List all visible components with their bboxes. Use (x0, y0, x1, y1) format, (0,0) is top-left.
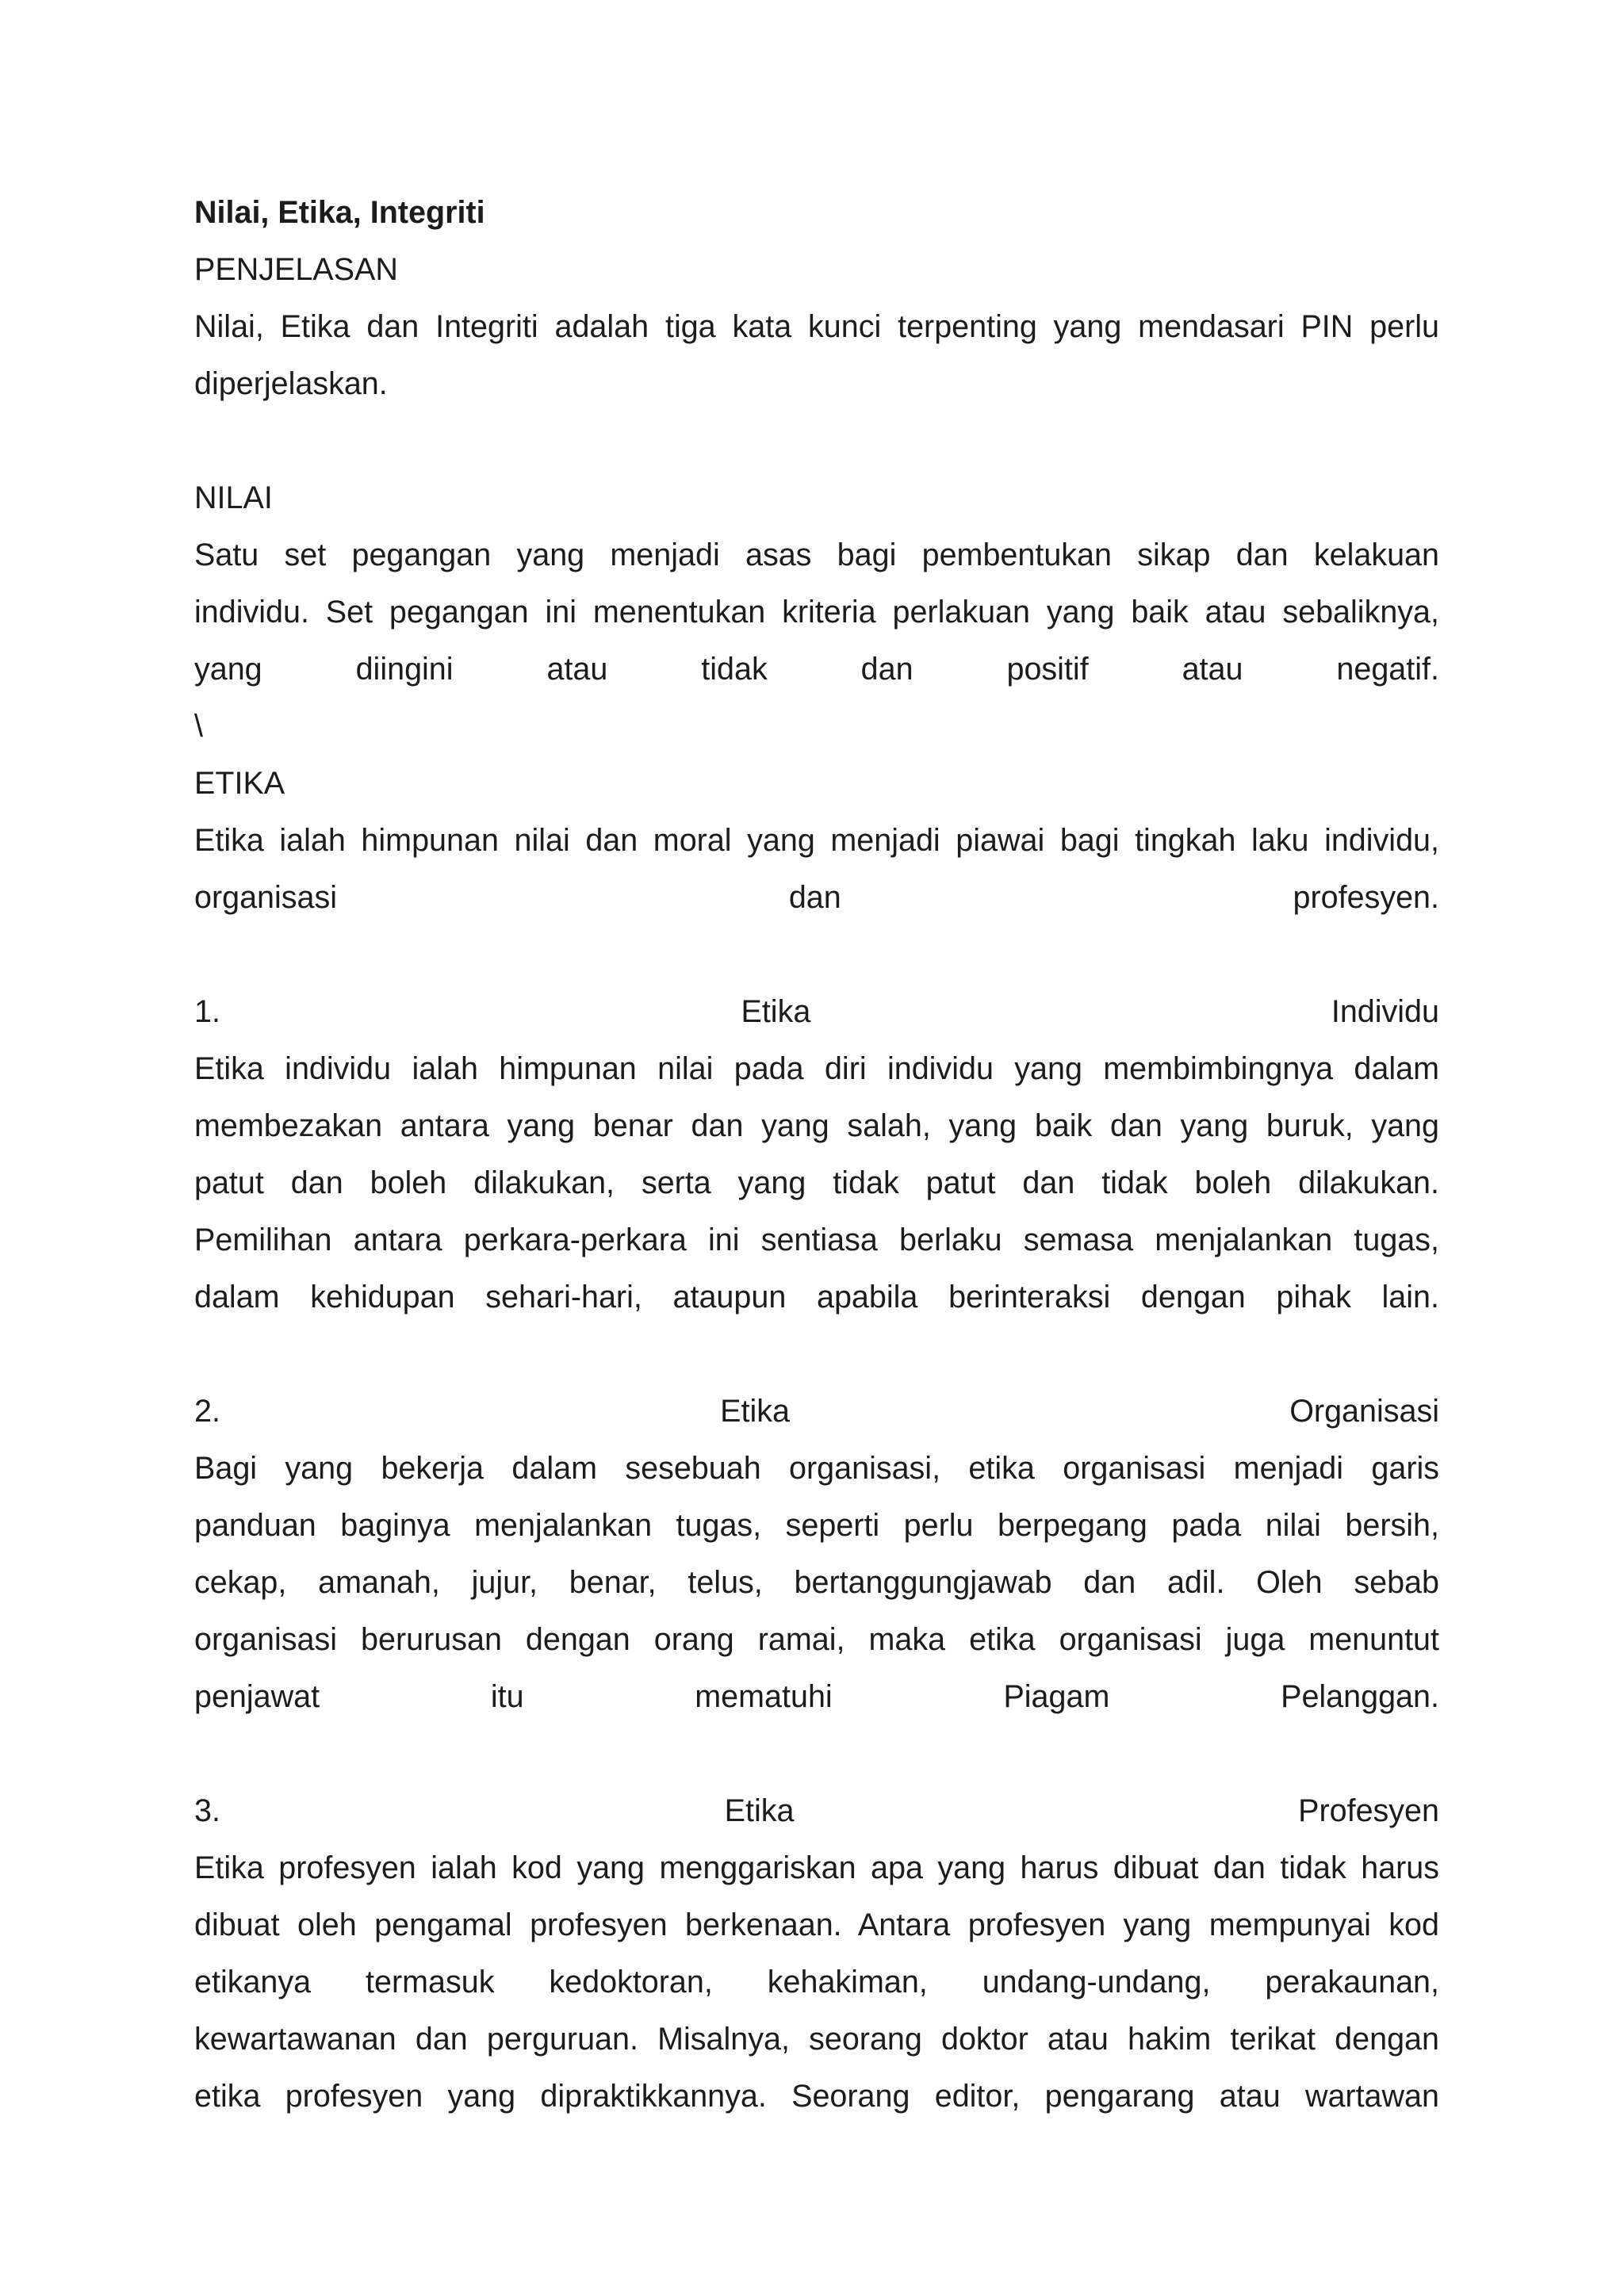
word: diingini (355, 652, 454, 687)
word: Piagam (1003, 1679, 1110, 1714)
paragraph-line: Bagi yang bekerja dalam sesebuah organisasi, etika organisasi menjadi garis (194, 1451, 1439, 1486)
paragraph-line: Pemilihan antara perkara-perkara ini sentiasa berlaku semasa menjalankan tugas, (194, 1223, 1439, 1257)
item-heading-word: Profesyen (1298, 1793, 1439, 1828)
paragraph-line: dibuat oleh pengamal profesyen berkenaan. Antara profesyen yang mempunyai kod (194, 1908, 1439, 1942)
paragraph-line: etikanya termasuk kedoktoran, kehakiman, undang-undang, perakaunan, (194, 1965, 1439, 1999)
word: tidak (701, 652, 768, 687)
paragraph-line: Satu set pegangan yang menjadi asas bagi pembentukan sikap dan kelakuan (194, 538, 1439, 572)
heading-item-2 (194, 1383, 1439, 1440)
paragraph-line-spread (194, 641, 1439, 698)
paragraph-item-3 (194, 1839, 1439, 2125)
word: dan (788, 880, 841, 915)
item-heading-word: Individu (1331, 994, 1439, 1029)
paragraph-item-2 (194, 1440, 1439, 1725)
heading-item-1 (194, 983, 1439, 1040)
heading-item-3 (194, 1782, 1439, 1839)
word: yang (194, 652, 262, 687)
item-number: 2. (194, 1394, 220, 1429)
word: penjawat (194, 1679, 320, 1714)
paragraph-penjelasan (194, 298, 1439, 412)
document-page (194, 184, 1439, 2125)
heading-penjelasan: PENJELASAN (194, 252, 398, 287)
paragraph-line: Etika profesyen ialah kod yang menggariskan apa yang harus dibuat dan tidak harus (194, 1850, 1439, 1885)
paragraph-line: Nilai, Etika dan Integriti adalah tiga kata kunci terpenting yang mendasari PIN perlu (194, 309, 1439, 344)
paragraph-line: organisasi berurusan dengan orang ramai, maka etika organisasi juga menuntut (194, 1622, 1439, 1657)
word: atau (1182, 652, 1243, 687)
paragraph-line: cekap, amanah, jujur, benar, telus, bertanggungjawab dan adil. Oleh sebab (194, 1565, 1439, 1600)
item-heading-word: Etika (720, 1394, 790, 1429)
document-title: Nilai, Etika, Integriti (194, 195, 485, 230)
paragraph-line: kewartawanan dan perguruan. Misalnya, seorang doktor atau hakim terikat dengan (194, 2022, 1439, 2057)
paragraph-line: Etika ialah himpunan nilai dan moral yang menjadi piawai bagi tingkah laku individu, (194, 823, 1439, 858)
word: itu (490, 1679, 524, 1714)
paragraph-nilai (194, 526, 1439, 755)
word: atau (546, 652, 608, 687)
paragraph-line-spread (194, 869, 1439, 926)
paragraph-etika (194, 812, 1439, 926)
paragraph-line: etika profesyen yang dipraktikkannya. Seorang editor, pengarang atau wartawan (194, 2079, 1439, 2114)
item-number: 3. (194, 1793, 220, 1828)
word: profesyen. (1293, 880, 1439, 915)
heading-etika: ETIKA (194, 766, 285, 801)
paragraph-line: patut dan boleh dilakukan, serta yang tidak patut dan tidak boleh dilakukan. (194, 1165, 1439, 1200)
item-number: 1. (194, 994, 220, 1029)
paragraph-line: panduan baginya menjalankan tugas, seperti perlu berpegang pada nilai bersih, (194, 1508, 1439, 1543)
item-heading-word: Etika (741, 994, 811, 1029)
paragraph-line: individu. Set pegangan ini menentukan kriteria perlakuan yang baik atau sebaliknya, (194, 595, 1439, 629)
paragraph-line: membezakan antara yang benar dan yang salah, yang baik dan yang buruk, yang (194, 1108, 1439, 1143)
paragraph-line: dalam kehidupan sehari-hari, ataupun apabila berinteraksi dengan pihak lain. (194, 1280, 1439, 1314)
word: Pelanggan. (1281, 1679, 1439, 1714)
paragraph-line: Etika individu ialah himpunan nilai pada diri individu yang membimbingnya dalam (194, 1051, 1439, 1086)
item-heading-word: Organisasi (1289, 1394, 1439, 1429)
word: dan (860, 652, 914, 687)
paragraph-line: diperjelaskan. (194, 366, 388, 401)
item-heading-word: Etika (724, 1793, 795, 1828)
word: organisasi (194, 880, 338, 915)
word: positif (1006, 652, 1089, 687)
stray-backslash: \ (194, 709, 203, 744)
paragraph-item-1 (194, 1040, 1439, 1326)
heading-nilai: NILAI (194, 480, 273, 515)
word: negatif. (1336, 652, 1439, 687)
paragraph-line-spread (194, 1668, 1439, 1725)
word: mematuhi (695, 1679, 833, 1714)
